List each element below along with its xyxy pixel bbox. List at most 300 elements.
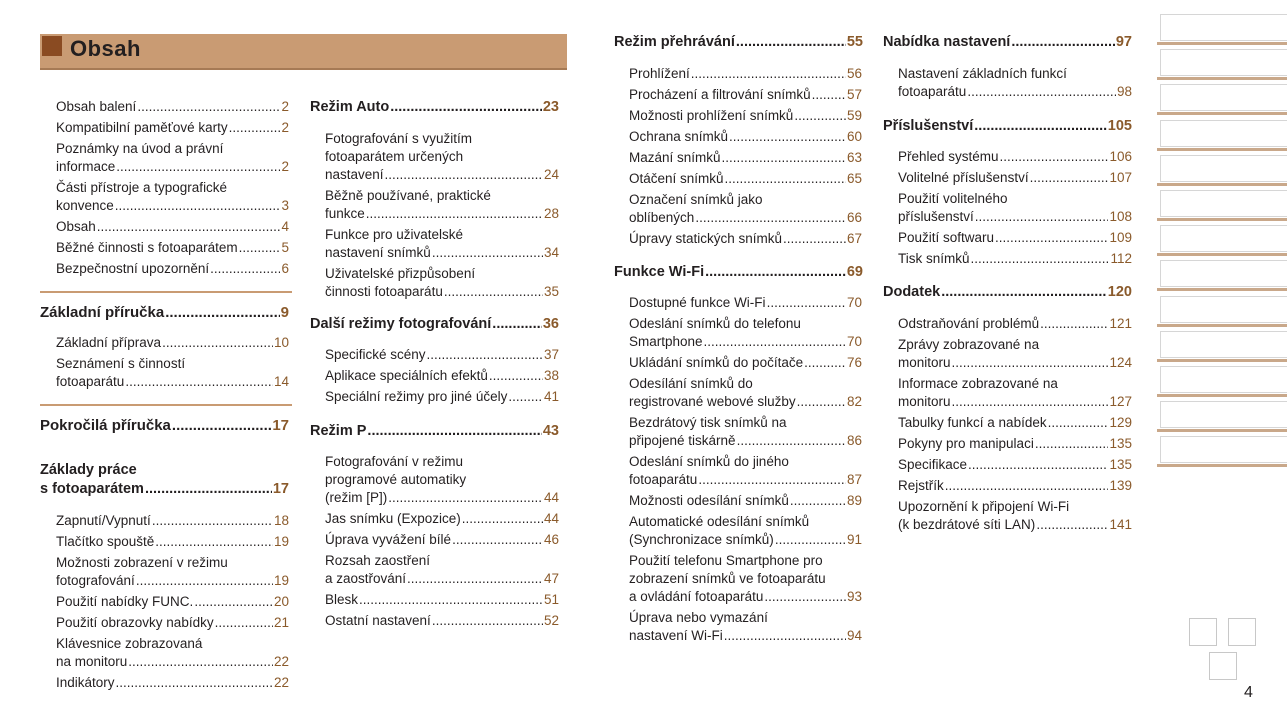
side-tab[interactable] bbox=[1157, 118, 1287, 151]
toc-entry-label: Obsah balení bbox=[56, 99, 137, 114]
leader-dots bbox=[729, 128, 846, 146]
nav-back-button[interactable] bbox=[1209, 652, 1237, 680]
section-heading-label: Dodatek bbox=[883, 284, 941, 300]
leader-dots bbox=[995, 229, 1108, 247]
section-page-number: 97 bbox=[1115, 34, 1132, 50]
leader-dots bbox=[1036, 516, 1108, 534]
leader-dots bbox=[1030, 169, 1109, 187]
toc-entry-label: zobrazení snímků ve fotoaparátu bbox=[629, 571, 826, 586]
toc-page-number: 124 bbox=[1109, 355, 1132, 370]
toc-entry-label: Kompatibilní paměťové karty bbox=[56, 120, 228, 135]
section-heading-p[interactable] bbox=[310, 422, 559, 441]
toc-entry[interactable] bbox=[56, 635, 289, 671]
toc-entry[interactable] bbox=[629, 107, 862, 125]
toc-entry-label: nastavení bbox=[325, 167, 384, 182]
toc-entry[interactable] bbox=[325, 265, 559, 301]
toc-page-number: 59 bbox=[846, 108, 862, 123]
toc-entry[interactable] bbox=[56, 512, 289, 530]
toc-entry[interactable] bbox=[56, 614, 289, 632]
toc-entry-label: (Synchronizace snímků) bbox=[629, 532, 774, 547]
toc-page-number: 56 bbox=[846, 66, 862, 81]
leader-dots bbox=[1040, 315, 1108, 333]
toc-page-number: 82 bbox=[846, 394, 862, 409]
page-number: 4 bbox=[1244, 684, 1253, 701]
leader-dots bbox=[444, 283, 543, 301]
toc-entry-label: monitoru bbox=[898, 394, 951, 409]
leader-dots bbox=[767, 294, 846, 312]
toc-entry-label: na monitoru bbox=[56, 654, 128, 669]
toc-entry-label: (režim [P]) bbox=[325, 490, 388, 505]
leader-dots bbox=[967, 83, 1116, 101]
leader-dots bbox=[691, 65, 846, 83]
toc-entry-label: Speciální režimy pro jiné účely bbox=[325, 389, 508, 404]
leader-dots bbox=[367, 422, 541, 441]
toc-entry-label: fotoaparátu bbox=[629, 472, 698, 487]
side-tab[interactable] bbox=[1157, 223, 1287, 256]
toc-entry-label: Použití softwaru bbox=[898, 230, 995, 245]
leader-dots bbox=[705, 263, 846, 282]
side-tab[interactable] bbox=[1157, 399, 1287, 432]
leader-dots bbox=[215, 614, 273, 632]
toc-entry[interactable] bbox=[56, 140, 289, 176]
section-heading-other-modes[interactable] bbox=[310, 315, 559, 334]
toc-entry[interactable] bbox=[898, 229, 1132, 247]
toc-entry-label: funkce bbox=[325, 206, 365, 221]
toc-entry-label: registrované webové služby bbox=[629, 394, 796, 409]
toc-entry-label: Ochrana snímků bbox=[629, 129, 729, 144]
toc-entry-label: Rozsah zaostření bbox=[325, 553, 431, 568]
leader-dots bbox=[462, 510, 543, 528]
leader-dots bbox=[116, 158, 280, 176]
leader-dots bbox=[790, 492, 846, 510]
toc-entry-label: Ostatní nastavení bbox=[325, 613, 431, 628]
side-tab[interactable] bbox=[1157, 188, 1287, 221]
leader-dots bbox=[797, 393, 846, 411]
toc-page-number: 21 bbox=[273, 615, 289, 630]
toc-entry[interactable] bbox=[629, 149, 862, 167]
toc-page-number: 44 bbox=[543, 490, 559, 505]
toc-page-number: 112 bbox=[1110, 251, 1132, 266]
side-tab[interactable] bbox=[1157, 258, 1287, 291]
toc-entry[interactable] bbox=[325, 226, 559, 262]
toc-entry-label: Klávesnice zobrazovaná bbox=[56, 636, 203, 651]
toc-entry-label: Odeslání snímků do telefonu bbox=[629, 316, 801, 331]
leader-dots bbox=[136, 572, 273, 590]
leader-dots bbox=[359, 591, 543, 609]
toc-entry-label: Základní příprava bbox=[56, 335, 162, 350]
section-page-number: 17 bbox=[272, 481, 289, 497]
toc-page-number: 14 bbox=[273, 374, 289, 389]
leader-dots bbox=[794, 107, 846, 125]
toc-page-number: 98 bbox=[1116, 84, 1132, 99]
side-tab[interactable] bbox=[1157, 82, 1287, 115]
leader-dots bbox=[971, 250, 1110, 268]
toc-entry-label: Běžně používané, praktické bbox=[325, 188, 491, 203]
toc-entry[interactable] bbox=[898, 315, 1132, 333]
leader-dots bbox=[975, 208, 1109, 226]
toc-entry[interactable] bbox=[325, 612, 559, 630]
toc-entry-label: Specifické scény bbox=[325, 347, 426, 362]
toc-page-number: 22 bbox=[273, 654, 289, 669]
side-tab[interactable] bbox=[1157, 364, 1287, 397]
toc-entry-label: Přehled systému bbox=[898, 149, 999, 164]
leader-dots bbox=[695, 209, 846, 227]
leader-dots bbox=[172, 416, 271, 436]
toc-page-number: 18 bbox=[273, 513, 289, 528]
toc-entry[interactable] bbox=[629, 453, 862, 489]
leader-dots bbox=[764, 588, 846, 606]
toc-page-number: 135 bbox=[1109, 457, 1132, 472]
toc-entry-label: a zaostřování bbox=[325, 571, 407, 586]
leader-dots bbox=[1048, 414, 1109, 432]
toc-entry[interactable] bbox=[56, 554, 289, 590]
toc-entry-label: Upozornění k připojení Wi-Fi bbox=[898, 499, 1070, 514]
toc-page-number: 109 bbox=[1109, 230, 1132, 245]
leader-dots bbox=[968, 456, 1108, 474]
toc-entry-label: Informace zobrazované na bbox=[898, 376, 1058, 391]
toc-entry-label: Volitelné příslušenství bbox=[898, 170, 1029, 185]
toc-entry-label: Použití nabídky FUNC. bbox=[56, 594, 194, 609]
toc-page-number: 121 bbox=[1109, 316, 1132, 331]
side-tab[interactable] bbox=[1157, 434, 1287, 467]
title-banner bbox=[40, 34, 567, 70]
toc-page-number: 3 bbox=[281, 198, 289, 213]
toc-entry[interactable] bbox=[629, 492, 862, 510]
toc-page-number: 67 bbox=[846, 231, 862, 246]
toc-page-number: 60 bbox=[846, 129, 862, 144]
toc-entry[interactable] bbox=[56, 593, 289, 611]
toc-entry[interactable] bbox=[629, 513, 862, 549]
toc-page-number: 70 bbox=[846, 295, 862, 310]
nav-next-button[interactable] bbox=[1228, 618, 1256, 646]
toc-entry[interactable] bbox=[629, 230, 862, 248]
leader-dots bbox=[508, 388, 543, 406]
toc-entry[interactable] bbox=[898, 498, 1132, 534]
toc-page-number: 57 bbox=[846, 87, 862, 102]
section-heading-basic[interactable] bbox=[40, 303, 289, 323]
toc-entry-label: Odeslání snímků do jiného bbox=[629, 454, 789, 469]
section-heading-label: Základy práce bbox=[40, 462, 137, 478]
toc-entry[interactable] bbox=[56, 119, 289, 137]
toc-page-number: 86 bbox=[846, 433, 862, 448]
toc-entry-label: Označení snímků jako bbox=[629, 192, 763, 207]
leader-dots bbox=[239, 239, 281, 257]
leader-dots bbox=[941, 283, 1107, 302]
toc-entry-label: příslušenství bbox=[898, 209, 974, 224]
toc-page-number: 135 bbox=[1109, 436, 1132, 451]
leader-dots bbox=[1035, 435, 1109, 453]
leader-dots bbox=[698, 471, 846, 489]
leader-dots bbox=[194, 593, 273, 611]
toc-entry[interactable] bbox=[56, 674, 289, 692]
toc-entry-label: Fotografování v režimu bbox=[325, 454, 464, 469]
leader-dots bbox=[165, 303, 279, 323]
toc-page-number: 70 bbox=[846, 334, 862, 349]
side-tab[interactable] bbox=[1157, 294, 1287, 327]
leader-dots bbox=[945, 477, 1109, 495]
toc-entry-label: Použití volitelného bbox=[898, 191, 1008, 206]
toc-entry-label: Ukládání snímků do počítače bbox=[629, 355, 804, 370]
leader-dots bbox=[152, 512, 273, 530]
toc-entry-label: připojené tiskárně bbox=[629, 433, 736, 448]
section-divider bbox=[40, 291, 292, 293]
leader-dots bbox=[366, 205, 543, 223]
toc-entry[interactable] bbox=[898, 456, 1132, 474]
toc-entry-label: Otáčení snímků bbox=[629, 171, 724, 186]
leader-dots bbox=[736, 33, 846, 52]
toc-entry-label: Zprávy zobrazované na bbox=[898, 337, 1040, 352]
leader-dots bbox=[145, 480, 272, 499]
toc-entry[interactable] bbox=[325, 130, 559, 184]
toc-page-number: 76 bbox=[846, 355, 862, 370]
toc-page-number: 93 bbox=[846, 589, 862, 604]
toc-entry[interactable] bbox=[56, 334, 289, 352]
section-page-number: 17 bbox=[272, 417, 289, 434]
toc-page-number: 107 bbox=[1109, 170, 1132, 185]
toc-entry-label: Zapnutí/Vypnutí bbox=[56, 513, 151, 528]
section-heading-label: Příslušenství bbox=[883, 118, 974, 134]
toc-entry[interactable] bbox=[898, 336, 1132, 372]
toc-entry-label: Procházení a filtrování snímků bbox=[629, 87, 811, 102]
section-page-number: 120 bbox=[1107, 284, 1132, 300]
toc-entry[interactable] bbox=[629, 128, 862, 146]
banner-square-icon bbox=[42, 36, 62, 56]
toc-entry[interactable] bbox=[898, 250, 1132, 268]
toc-entry[interactable] bbox=[56, 98, 289, 116]
toc-page-number: 91 bbox=[846, 532, 862, 547]
toc-entry[interactable] bbox=[898, 375, 1132, 411]
section-heading-playback[interactable] bbox=[614, 33, 863, 52]
section-page-number: 69 bbox=[846, 264, 863, 280]
section-heading-wifi[interactable] bbox=[614, 263, 863, 282]
toc-entry[interactable] bbox=[629, 552, 862, 606]
toc-entry-label: fotoaparátu bbox=[56, 374, 125, 389]
section-heading-advanced[interactable] bbox=[40, 416, 289, 436]
section-page-number: 105 bbox=[1107, 118, 1132, 134]
leader-dots bbox=[1000, 148, 1109, 166]
toc-entry-label: Možnosti odesílání snímků bbox=[629, 493, 789, 508]
toc-page-number: 35 bbox=[543, 284, 559, 299]
toc-entry-label: fotoaparátu bbox=[898, 84, 967, 99]
toc-entry-label: Bezpečnostní upozornění bbox=[56, 261, 210, 276]
leader-dots bbox=[128, 653, 273, 671]
toc-entry-label: Aplikace speciálních efektů bbox=[325, 368, 488, 383]
toc-entry-label: informace bbox=[56, 159, 116, 174]
leader-dots bbox=[162, 334, 273, 352]
leader-dots bbox=[952, 354, 1109, 372]
leader-dots bbox=[812, 86, 846, 104]
section-heading-label: Režim přehrávání bbox=[614, 34, 735, 50]
toc-entry-label: Seznámení s činností bbox=[56, 356, 186, 371]
toc-page-number: 19 bbox=[273, 534, 289, 549]
toc-entry-label: Nastavení základních funkcí bbox=[898, 66, 1067, 81]
section-page-number: 23 bbox=[542, 99, 559, 115]
section-divider bbox=[40, 404, 292, 406]
toc-page-number: 52 bbox=[543, 613, 559, 628]
toc-entry-label: Možnosti prohlížení snímků bbox=[629, 108, 794, 123]
leader-dots bbox=[427, 346, 543, 364]
toc-entry[interactable] bbox=[325, 510, 559, 528]
toc-entry-label: Smartphone bbox=[629, 334, 703, 349]
section-heading-label: Režim P bbox=[310, 423, 367, 439]
toc-page-number: 5 bbox=[281, 240, 289, 255]
toc-entry[interactable] bbox=[56, 239, 289, 257]
leader-dots bbox=[737, 432, 846, 450]
toc-page-number: 20 bbox=[273, 594, 289, 609]
section-heading-accessories[interactable] bbox=[883, 117, 1132, 136]
toc-entry-label: Mazání snímků bbox=[629, 150, 721, 165]
toc-entry[interactable] bbox=[629, 294, 862, 312]
toc-page-number: 46 bbox=[543, 532, 559, 547]
toc-entry[interactable] bbox=[325, 591, 559, 609]
toc-entry-label: Bezdrátový tisk snímků na bbox=[629, 415, 787, 430]
section-heading-label: Funkce Wi-Fi bbox=[614, 264, 705, 280]
toc-entry[interactable] bbox=[325, 367, 559, 385]
toc-page-number: 22 bbox=[273, 675, 289, 690]
toc-entry-label: Funkce pro uživatelské bbox=[325, 227, 464, 242]
toc-page-number: 10 bbox=[273, 335, 289, 350]
toc-entry-label: Obsah bbox=[56, 219, 96, 234]
toc-page-number: 19 bbox=[273, 573, 289, 588]
toc-page-number: 106 bbox=[1109, 149, 1132, 164]
toc-entry-label: fotoaparátem určených bbox=[325, 149, 464, 164]
leader-dots bbox=[724, 627, 846, 645]
toc-entry-label: programové automatiky bbox=[325, 472, 467, 487]
toc-entry-label: Odstraňování problémů bbox=[898, 316, 1040, 331]
toc-page-number: 2 bbox=[281, 99, 289, 114]
toc-entry[interactable] bbox=[629, 170, 862, 188]
toc-page-number: 4 bbox=[281, 219, 289, 234]
toc-entry-label: Specifikace bbox=[898, 457, 968, 472]
nav-prev-button[interactable] bbox=[1189, 618, 1217, 646]
toc-page-number: 141 bbox=[1109, 517, 1132, 532]
leader-dots bbox=[229, 119, 281, 137]
toc-entry-label: Použití telefonu Smartphone pro bbox=[629, 553, 823, 568]
toc-entry[interactable] bbox=[325, 552, 559, 588]
toc-entry-label: Běžné činnosti s fotoaparátem bbox=[56, 240, 238, 255]
toc-page-number: 66 bbox=[846, 210, 862, 225]
toc-entry-label: Prohlížení bbox=[629, 66, 690, 81]
toc-entry[interactable] bbox=[56, 260, 289, 278]
toc-entry-label: Odesílání snímků do bbox=[629, 376, 753, 391]
toc-entry[interactable] bbox=[898, 65, 1132, 101]
toc-page-number: 108 bbox=[1109, 209, 1132, 224]
leader-dots bbox=[432, 612, 543, 630]
toc-page-number: 63 bbox=[846, 150, 862, 165]
toc-entry-label: Uživatelské přizpůsobení bbox=[325, 266, 476, 281]
leader-dots bbox=[452, 531, 543, 549]
section-heading-auto[interactable] bbox=[310, 98, 559, 117]
toc-page-number: 6 bbox=[281, 261, 289, 276]
leader-dots bbox=[432, 244, 543, 262]
toc-entry-label: Úprava nebo vymazání bbox=[629, 610, 768, 625]
side-tab[interactable] bbox=[1157, 329, 1287, 362]
section-heading-settings[interactable] bbox=[883, 33, 1132, 52]
toc-entry-label: Úpravy statických snímků bbox=[629, 231, 783, 246]
toc-entry[interactable] bbox=[629, 609, 862, 645]
section-heading-label: Další režimy fotografování bbox=[310, 316, 492, 332]
toc-entry[interactable] bbox=[898, 435, 1132, 453]
leader-dots bbox=[125, 373, 273, 391]
toc-entry[interactable] bbox=[898, 190, 1132, 226]
section-heading-camera-basics[interactable] bbox=[40, 461, 289, 499]
toc-entry[interactable] bbox=[629, 354, 862, 372]
side-tab[interactable] bbox=[1157, 47, 1287, 80]
toc-entry[interactable] bbox=[56, 355, 289, 391]
toc-entry-label: nastavení snímků bbox=[325, 245, 431, 260]
toc-entry[interactable] bbox=[898, 148, 1132, 166]
toc-page-number: 38 bbox=[543, 368, 559, 383]
toc-page-number: 24 bbox=[543, 167, 559, 182]
toc-entry-label: Fotografování s využitím bbox=[325, 131, 473, 146]
leader-dots bbox=[407, 570, 543, 588]
leader-dots bbox=[492, 315, 542, 334]
leader-dots bbox=[725, 170, 846, 188]
section-heading-appendix[interactable] bbox=[883, 283, 1132, 302]
toc-page-number: 139 bbox=[1109, 478, 1132, 493]
toc-entry[interactable] bbox=[325, 346, 559, 364]
leader-dots bbox=[952, 393, 1109, 411]
leader-dots bbox=[388, 489, 543, 507]
toc-entry[interactable] bbox=[629, 375, 862, 411]
toc-entry[interactable] bbox=[629, 86, 862, 104]
toc-entry-label: Pokyny pro manipulaci bbox=[898, 436, 1034, 451]
toc-entry-label: Tabulky funkcí a nabídek bbox=[898, 415, 1047, 430]
toc-entry-label: Tlačítko spouště bbox=[56, 534, 155, 549]
leader-dots bbox=[210, 260, 280, 278]
toc-page-number: 41 bbox=[543, 389, 559, 404]
leader-dots bbox=[783, 230, 846, 248]
toc-entry-label: Blesk bbox=[325, 592, 359, 607]
toc-entry[interactable] bbox=[629, 191, 862, 227]
toc-entry[interactable] bbox=[325, 187, 559, 223]
toc-page-number: 127 bbox=[1109, 394, 1132, 409]
toc-entry[interactable] bbox=[56, 179, 289, 215]
toc-entry[interactable] bbox=[898, 477, 1132, 495]
toc-entry[interactable] bbox=[325, 453, 559, 507]
side-tab[interactable] bbox=[1157, 153, 1287, 186]
toc-entry-label: Indikátory bbox=[56, 675, 115, 690]
toc-page-number: 89 bbox=[846, 493, 862, 508]
toc-entry[interactable] bbox=[56, 533, 289, 551]
section-page-number: 36 bbox=[542, 316, 559, 332]
toc-entry-label: a ovládání fotoaparátu bbox=[629, 589, 764, 604]
section-heading-label: Nabídka nastavení bbox=[883, 34, 1011, 50]
toc-entry[interactable] bbox=[325, 388, 559, 406]
toc-page-number: 28 bbox=[543, 206, 559, 221]
toc-page-number: 2 bbox=[281, 120, 289, 135]
side-tab[interactable] bbox=[1157, 12, 1287, 45]
leader-dots bbox=[390, 98, 542, 117]
toc-entry-label: Tisk snímků bbox=[898, 251, 970, 266]
toc-entry[interactable] bbox=[898, 414, 1132, 432]
toc-entry-label: fotografování bbox=[56, 573, 135, 588]
toc-entry[interactable] bbox=[325, 531, 559, 549]
toc-entry[interactable] bbox=[629, 65, 862, 83]
toc-entry-label: Dostupné funkce Wi-Fi bbox=[629, 295, 766, 310]
toc-entry-label: Jas snímku (Expozice) bbox=[325, 511, 461, 526]
toc-entry-label: Poznámky na úvod a právní bbox=[56, 141, 224, 156]
toc-page-number: 34 bbox=[543, 245, 559, 260]
toc-entry[interactable] bbox=[898, 169, 1132, 187]
toc-entry[interactable] bbox=[629, 414, 862, 450]
leader-dots bbox=[974, 117, 1107, 136]
toc-entry[interactable] bbox=[56, 218, 289, 236]
section-heading-label: Pokročilá příručka bbox=[40, 417, 171, 434]
toc-entry[interactable] bbox=[629, 315, 862, 351]
toc-entry-label: Automatické odesílání snímků bbox=[629, 514, 810, 529]
toc-page-number: 65 bbox=[846, 171, 862, 186]
